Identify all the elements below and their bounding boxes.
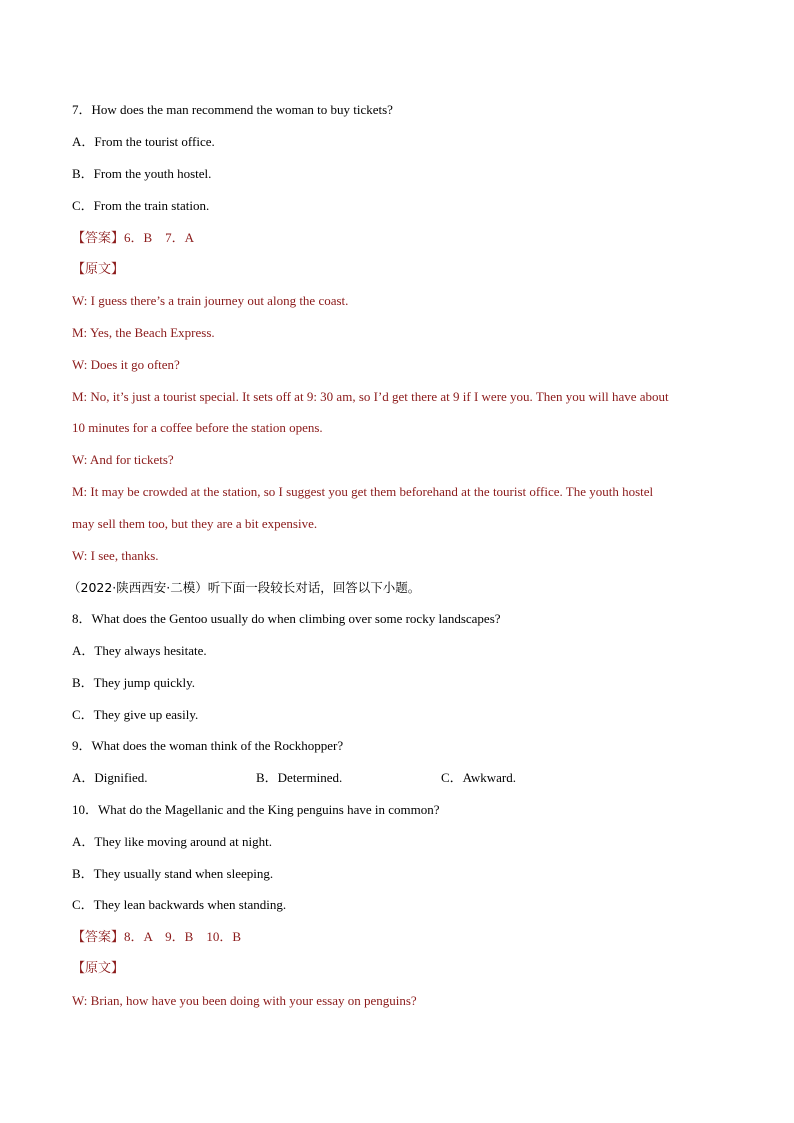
answer-text: 6．B 7．A	[124, 230, 195, 245]
question-8-option-c: C．They give up easily.	[72, 707, 199, 722]
question-8-option-b: B．They jump quickly.	[72, 675, 196, 690]
transcript-line: 10 minutes for a coffee before the station opens.	[72, 420, 323, 435]
transcript-line: W: I see, thanks.	[72, 548, 159, 563]
question-10: 10．What do the Magellanic and the King penguins have in common?	[72, 802, 440, 817]
section-intro: （2022·陕西西安·二模）听下面一段较长对话，回答以下小题。	[68, 580, 421, 595]
question-7: 7．How does the man recommend the woman to buy tickets?	[72, 102, 393, 117]
transcript-line: M: Yes, the Beach Express.	[72, 325, 215, 340]
question-10-option-c: C．They lean backwards when standing.	[72, 897, 287, 912]
question-9-options	[72, 770, 632, 786]
transcript-tag-1: 【原文】	[72, 262, 125, 277]
answer-tag: 【答案】	[72, 231, 125, 246]
question-9-option-b: B．Determined.	[256, 770, 343, 785]
question-8: 8．What does the Gentoo usually do when climbing over some rocky landscapes?	[72, 611, 501, 626]
question-9: 9．What does the woman think of the Rockhopper?	[72, 738, 344, 753]
answer-text: 8．A 9．B 10．B	[124, 929, 242, 944]
question-7-option-b: B．From the youth hostel.	[72, 166, 212, 181]
question-9-option-c: C．Awkward.	[441, 770, 516, 785]
transcript-line: W: And for tickets?	[72, 452, 174, 467]
answer-tag: 【答案】	[72, 930, 125, 945]
transcript-line: may sell them too, but they are a bit expensive.	[72, 516, 318, 531]
question-10-option-b: B．They usually stand when sleeping.	[72, 866, 274, 881]
answer-block-1	[72, 230, 194, 247]
transcript-line: W: Brian, how have you been doing with your essay on penguins?	[72, 993, 417, 1008]
transcript-line: M: It may be crowded at the station, so I suggest you get them beforehand at the tourist office. The youth hostel	[72, 484, 654, 499]
transcript-tag-2: 【原文】	[72, 961, 125, 976]
question-7-option-a: A．From the tourist office.	[72, 134, 215, 149]
question-10-option-a: A．They like moving around at night.	[72, 834, 273, 849]
transcript-line: W: Does it go often?	[72, 357, 180, 372]
transcript-line: W: I guess there’s a train journey out along the coast.	[72, 293, 349, 308]
question-9-option-a: A．Dignified.	[72, 770, 148, 785]
question-8-option-a: A．They always hesitate.	[72, 643, 207, 658]
transcript-line: M: No, it’s just a tourist special. It sets off at 9: 30 am, so I’d get there at 9 if I were you. Then you will have about	[72, 389, 669, 404]
question-7-option-c: C．From the train station.	[72, 198, 210, 213]
answer-block-2	[72, 929, 241, 946]
